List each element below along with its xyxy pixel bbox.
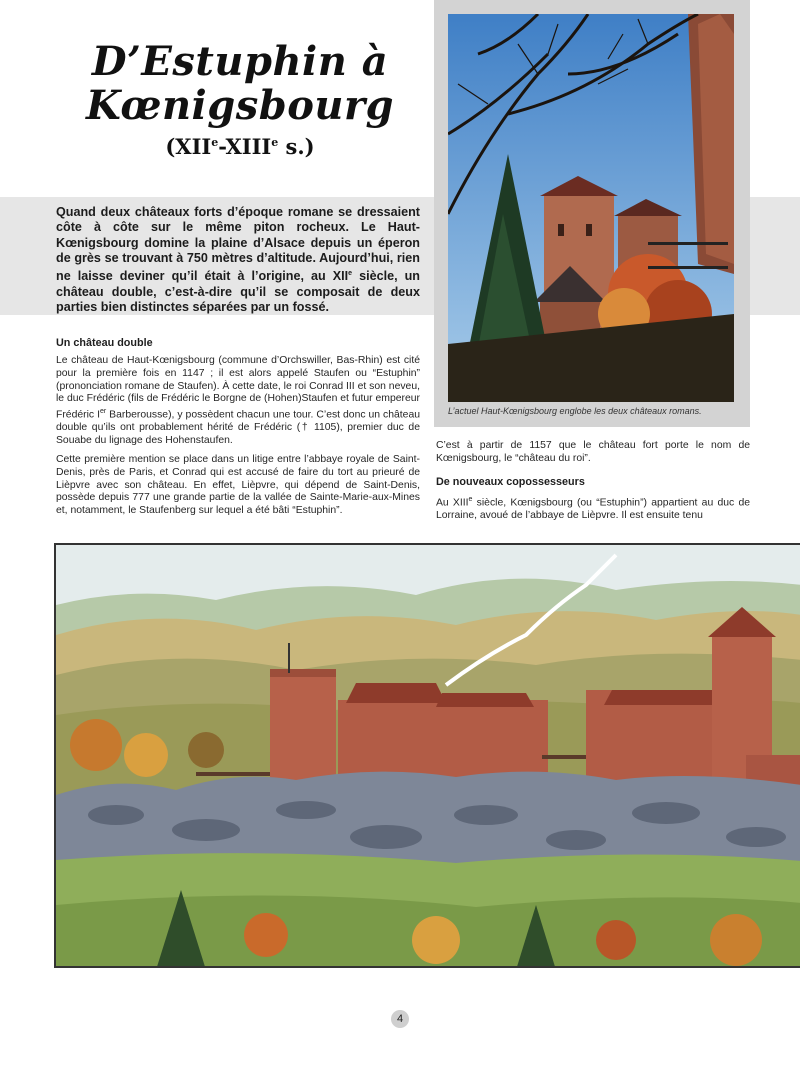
intro-paragraph [56,205,420,315]
paragraph-part: Au XIII [436,497,469,509]
photo-caption: L’actuel Haut-Kœnigsbourg englobe les deux châteaux romans. [448,406,702,416]
paragraph-part: siècle, Kœnigsbourg (ou “Estuphin”) appartient au duc de Lorraine, avoué de l’abbaye de Lièpvre. Il est ensuite tenu [436,497,750,521]
page-title [60,40,420,159]
paragraph: Cette première mention se place dans un litige entre l’abbaye royale de Saint-Denis, près de Paris, et Conrad qui est accusé de faire du tort au prieuré de Lièpvre avec son château. En effet, Lièpvre, qui dépend de Saint-Denis, possède depuis 777 une grande partie de la vallée de Sainte-Marie-aux-Mines et, notamment, le Staufenberg sur lequel a été bâti “Estuphin”. [56,454,420,517]
title-period [60,134,420,159]
castle-photo [448,14,734,402]
intro-text-part: Quand deux châteaux forts d’époque romane se dressaient côte à côte sur le même piton rocheux. Le Haut-Kœnigsbourg domine la plaine d’Alsace depuis un éperon de grès se trouvant à 750 mètres d’altitude. Aujourd’hui, rien ne laisse deviner qu’il était à l’origine, au XII [56,205,420,284]
paragraph [56,355,420,448]
section-heading-double-castle: Un château double [56,337,153,349]
right-column [436,440,750,529]
paragraph-part: Barberousse), y possèdent chacun une tour. C’est donc un château double qu’ils ont probablement hérité de Frédéric († 1105), premier duc de Souabe du lignage des Hohenstaufen. [56,409,421,447]
paragraph-part: Le château de Haut-Kœnigsbourg (commune d’Orchswiller, Bas-Rhin) est cité pour la première fois en 1147 ; il est alors appelé Staufen ou “Estuphin” (prononciation romane de Staufen). À cette date, le roi Conrad III et son neveu, le duc Frédéric (fils de Frédéric le Borgne de (Hohen)Staufen et futur empereur Frédéric I [56,355,420,421]
paragraph-sup: e [468,495,473,503]
title-period-part: s.) [278,134,315,159]
paragraph: C’est à partir de 1157 que le château fort porte le nom de Kœnigsbourg, le “château du roi”. [436,440,750,464]
section-heading-new-coowners: De nouveaux copossesseurs [436,475,585,488]
title-period-sup: e [271,136,279,149]
title-period-part: (XII [165,134,212,159]
intro-text-part: siècle, un château double, c’est-à-dire qu’il se composait de deux parties bien distinctes séparées par un fossé. [56,269,420,314]
title-line-1: D’Estuphin à [91,38,389,85]
intro-sup: e [348,270,353,278]
paragraph-sup: er [99,408,107,416]
title-line-2: Kœnigsbourg [85,82,395,129]
title-period-sup: e [211,136,219,149]
page-number: 4 [391,1010,409,1028]
title-period-part: -XIII [218,134,272,159]
castle-illustration [54,543,800,968]
left-column [56,337,420,524]
paragraph [436,494,750,523]
